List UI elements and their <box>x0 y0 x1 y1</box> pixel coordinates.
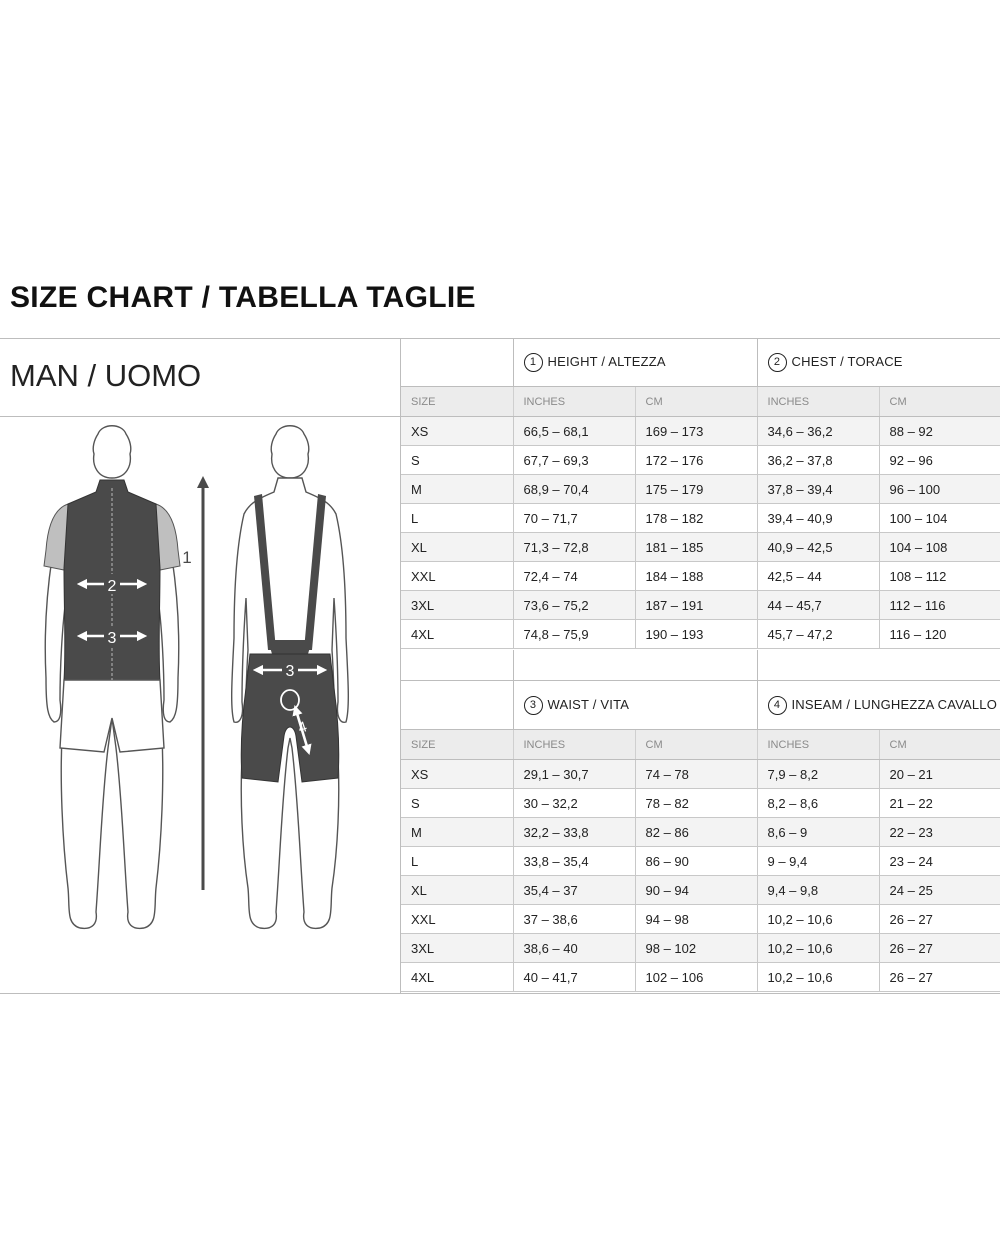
measurement-cell: 112 – 116 <box>879 591 1000 620</box>
measurement-cell: 35,4 – 37 <box>513 876 635 905</box>
measurement-cell: 26 – 27 <box>879 963 1000 992</box>
size-cell: 3XL <box>401 591 513 620</box>
size-table-bottom <box>401 681 1000 992</box>
column-header: INCHES <box>513 387 635 417</box>
column-header: INCHES <box>757 730 879 760</box>
group-header-row <box>401 338 1000 387</box>
measurement-cell: 98 – 102 <box>635 934 757 963</box>
measurement-cell: 45,7 – 47,2 <box>757 620 879 649</box>
page-title: SIZE CHART / TABELLA TAGLIE <box>10 281 476 314</box>
measurement-cell: 100 – 104 <box>879 504 1000 533</box>
measurement-cell: 94 – 98 <box>635 905 757 934</box>
size-cell: L <box>401 504 513 533</box>
measurement-cell: 73,6 – 75,2 <box>513 591 635 620</box>
size-rows-bottom <box>401 760 1000 992</box>
column-header-row <box>401 730 1000 760</box>
measurement-cell: 86 – 90 <box>635 847 757 876</box>
measurement-cell: 10,2 – 10,6 <box>757 905 879 934</box>
front-body-outline <box>93 426 131 478</box>
group-header-waist <box>513 681 757 730</box>
height-marker-label: 1 <box>182 548 192 567</box>
measurement-cell: 175 – 179 <box>635 475 757 504</box>
measurement-cell: 26 – 27 <box>879 934 1000 963</box>
measurement-cell: 92 – 96 <box>879 446 1000 475</box>
table-row <box>401 562 1000 591</box>
table-spacer <box>401 650 1000 681</box>
size-cell: 4XL <box>401 963 513 992</box>
measurement-cell: 22 – 23 <box>879 818 1000 847</box>
measurement-cell: 96 – 100 <box>879 475 1000 504</box>
measurement-cell: 108 – 112 <box>879 562 1000 591</box>
size-chart-sheet <box>0 338 1000 994</box>
measurement-cell: 90 – 94 <box>635 876 757 905</box>
back-figure <box>232 426 349 929</box>
table-row <box>401 591 1000 620</box>
table-row <box>401 620 1000 649</box>
measurement-cell: 184 – 188 <box>635 562 757 591</box>
measurement-cell: 39,4 – 40,9 <box>757 504 879 533</box>
measurement-cell: 24 – 25 <box>879 876 1000 905</box>
group-header-row <box>401 681 1000 730</box>
table-row <box>401 446 1000 475</box>
front-figure <box>44 426 180 929</box>
size-table-top <box>401 338 1000 649</box>
measurement-cell: 33,8 – 35,4 <box>513 847 635 876</box>
measurement-cell: 82 – 86 <box>635 818 757 847</box>
measurement-cell: 26 – 27 <box>879 905 1000 934</box>
inseam-marker-label: 4 <box>296 718 310 738</box>
measurement-cell: 42,5 – 44 <box>757 562 879 591</box>
measurement-cell: 66,5 – 68,1 <box>513 417 635 446</box>
measurement-cell: 169 – 173 <box>635 417 757 446</box>
measurement-cell: 10,2 – 10,6 <box>757 934 879 963</box>
column-header: CM <box>879 730 1000 760</box>
table-row <box>401 417 1000 446</box>
measure-number-badge: 2 <box>768 353 787 372</box>
measurement-cell: 21 – 22 <box>879 789 1000 818</box>
measurement-cell: 88 – 92 <box>879 417 1000 446</box>
measurement-cell: 102 – 106 <box>635 963 757 992</box>
group-label: HEIGHT / ALTEZZA <box>547 353 666 369</box>
measurement-cell: 37,8 – 39,4 <box>757 475 879 504</box>
measurement-cell: 9 – 9,4 <box>757 847 879 876</box>
size-cell: XL <box>401 533 513 562</box>
measurement-cell: 8,6 – 9 <box>757 818 879 847</box>
column-header: INCHES <box>513 730 635 760</box>
column-header: SIZE <box>401 730 513 760</box>
size-cell: XS <box>401 760 513 789</box>
measurement-cell: 74,8 – 75,9 <box>513 620 635 649</box>
measurement-cell: 29,1 – 30,7 <box>513 760 635 789</box>
table-row <box>401 934 1000 963</box>
group-header-inseam <box>757 681 1000 730</box>
size-cell: 3XL <box>401 934 513 963</box>
size-cell: XS <box>401 417 513 446</box>
size-cell: 4XL <box>401 620 513 649</box>
group-header-height <box>513 338 757 387</box>
size-cell: XXL <box>401 562 513 591</box>
measurement-cell: 44 – 45,7 <box>757 591 879 620</box>
measurement-cell: 181 – 185 <box>635 533 757 562</box>
measurement-cell: 187 – 191 <box>635 591 757 620</box>
table-row <box>401 533 1000 562</box>
table-row <box>401 818 1000 847</box>
group-label: WAIST / VITA <box>547 696 630 712</box>
table-row <box>401 504 1000 533</box>
spacer-row <box>401 650 1000 681</box>
measurement-cell: 37 – 38,6 <box>513 905 635 934</box>
size-cell: XL <box>401 876 513 905</box>
measurement-cell: 20 – 21 <box>879 760 1000 789</box>
size-cell: XXL <box>401 905 513 934</box>
measurement-cell: 178 – 182 <box>635 504 757 533</box>
measurement-figure <box>0 418 400 994</box>
size-cell: S <box>401 789 513 818</box>
group-header-blank <box>401 681 513 730</box>
measurement-cell: 38,6 – 40 <box>513 934 635 963</box>
waist-marker-label: 3 <box>107 630 117 647</box>
table-row <box>401 905 1000 934</box>
measurement-cell: 10,2 – 10,6 <box>757 963 879 992</box>
measurement-cell: 23 – 24 <box>879 847 1000 876</box>
measure-number-badge: 1 <box>524 353 543 372</box>
measurement-cell: 172 – 176 <box>635 446 757 475</box>
size-table-area <box>400 338 1000 994</box>
table-row <box>401 847 1000 876</box>
measure-number-badge: 3 <box>524 696 543 715</box>
size-cell: L <box>401 847 513 876</box>
measurement-cell: 70 – 71,7 <box>513 504 635 533</box>
column-header: INCHES <box>757 387 879 417</box>
bib-back-panel <box>268 640 312 654</box>
figure-panel <box>0 338 400 994</box>
table-row <box>401 475 1000 504</box>
measurement-cell: 78 – 82 <box>635 789 757 818</box>
column-header: SIZE <box>401 387 513 417</box>
measurement-cell: 74 – 78 <box>635 760 757 789</box>
group-header-blank <box>401 338 513 387</box>
size-cell: M <box>401 818 513 847</box>
measurement-cell: 190 – 193 <box>635 620 757 649</box>
bib-waist-marker-label: 3 <box>285 663 295 680</box>
measurement-cell: 30 – 32,2 <box>513 789 635 818</box>
section-label: MAN / UOMO <box>10 358 202 393</box>
table-row <box>401 963 1000 992</box>
measurement-cell: 34,6 – 36,2 <box>757 417 879 446</box>
column-header: CM <box>635 730 757 760</box>
back-head-outline <box>271 426 309 478</box>
group-header-chest <box>757 338 1000 387</box>
height-indicator <box>182 482 203 890</box>
table-row <box>401 760 1000 789</box>
measurement-cell: 67,7 – 69,3 <box>513 446 635 475</box>
column-header: CM <box>879 387 1000 417</box>
group-label: INSEAM / LUNGHEZZA CAVALLO <box>791 696 998 712</box>
front-shorts <box>60 680 164 752</box>
measurement-cell: 68,9 – 70,4 <box>513 475 635 504</box>
measurement-cell: 36,2 – 37,8 <box>757 446 879 475</box>
size-rows-top <box>401 417 1000 649</box>
chest-marker-label: 2 <box>107 578 117 595</box>
measurement-cell: 32,2 – 33,8 <box>513 818 635 847</box>
measurement-cell: 40 – 41,7 <box>513 963 635 992</box>
measurement-cell: 104 – 108 <box>879 533 1000 562</box>
measure-number-badge: 4 <box>768 696 787 715</box>
measurement-cell: 116 – 120 <box>879 620 1000 649</box>
table-row <box>401 789 1000 818</box>
column-header-row <box>401 387 1000 417</box>
measurement-cell: 71,3 – 72,8 <box>513 533 635 562</box>
group-label: CHEST / TORACE <box>791 353 903 369</box>
table-row <box>401 876 1000 905</box>
measurement-cell: 8,2 – 8,6 <box>757 789 879 818</box>
size-cell: M <box>401 475 513 504</box>
measurement-cell: 40,9 – 42,5 <box>757 533 879 562</box>
column-header: CM <box>635 387 757 417</box>
size-cell: S <box>401 446 513 475</box>
measurement-cell: 9,4 – 9,8 <box>757 876 879 905</box>
measurement-cell: 7,9 – 8,2 <box>757 760 879 789</box>
measurement-cell: 72,4 – 74 <box>513 562 635 591</box>
